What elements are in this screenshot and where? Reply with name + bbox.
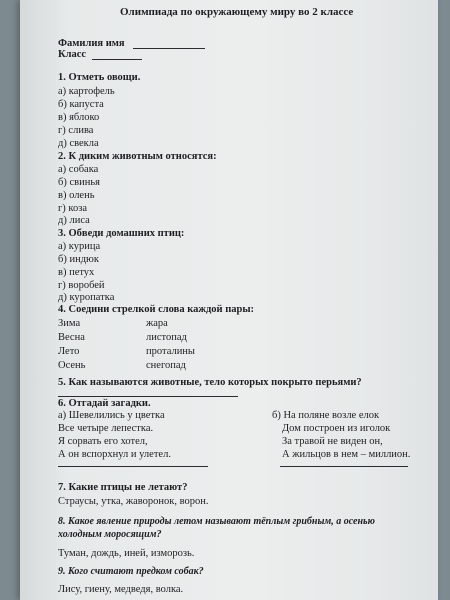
q4-right-word[interactable]: листопад (146, 332, 187, 343)
q1-option[interactable]: б) капуста (58, 99, 104, 110)
worksheet-page (20, 0, 438, 600)
q2-option[interactable]: б) свинья (58, 177, 100, 188)
q2-heading: 2. К диким животным относятся: (58, 151, 217, 162)
q7-answer-options[interactable]: Страусы, утка, жаворонок, ворон. (58, 496, 209, 507)
q3-option[interactable]: а) курица (58, 241, 101, 252)
q2-option[interactable]: а) собака (58, 164, 99, 175)
q4-right-word[interactable]: жара (146, 318, 168, 329)
q4-heading: 4. Соедини стрелкой слова каждой пары: (58, 304, 255, 315)
q1-option[interactable]: а) картофель (58, 86, 115, 97)
riddle-b-line: За травой не виден он, (282, 436, 383, 447)
q3-option[interactable]: д) куропатка (58, 292, 115, 303)
q3-option[interactable]: г) воробей (58, 280, 105, 291)
riddle-b-answer-blank[interactable] (280, 466, 408, 467)
q9-heading: 9. Кого считают предком собак? (58, 566, 204, 577)
q9-answer-options[interactable]: Лису, гиену, медведя, волка. (58, 584, 184, 595)
q3-option[interactable]: в) петух (58, 267, 95, 278)
q2-option[interactable]: д) лиса (58, 215, 90, 226)
q1-heading: 1. Отметь овощи. (58, 72, 141, 83)
q1-option[interactable]: в) яблоко (58, 112, 100, 123)
riddle-a-line: Я сорвать его хотел, (58, 436, 148, 447)
page-title: Олимпиада по окружающему миру во 2 классе (120, 6, 354, 18)
q8-heading-cont: холодным моросящим? (58, 529, 162, 540)
riddle-b-line: Дом построен из иголок (282, 423, 391, 434)
q2-option[interactable]: в) олень (58, 190, 95, 201)
q3-heading: 3. Обведи домашних птиц: (58, 228, 185, 239)
q1-option[interactable]: г) слива (58, 125, 94, 136)
riddle-a-line: а) Шевелились у цветка (58, 410, 165, 421)
riddle-a-answer-blank[interactable] (58, 466, 208, 467)
q4-right-word[interactable]: снегопад (146, 360, 186, 371)
q5-answer-blank[interactable] (58, 396, 238, 397)
q4-right-word[interactable]: проталины (146, 346, 195, 357)
q2-option[interactable]: г) коза (58, 203, 88, 214)
riddle-a-line: Все четыре лепестка. (58, 423, 154, 434)
q4-left-word[interactable]: Осень (58, 360, 86, 371)
class-label: Класс (58, 49, 87, 60)
q4-left-word[interactable]: Весна (58, 332, 85, 343)
name-label: Фамилия имя (58, 38, 125, 49)
riddle-b-line: А жильцов в нем – миллион. (282, 449, 411, 460)
q4-left-word[interactable]: Зима (58, 318, 81, 329)
riddle-b-line: б) На поляне возле елок (272, 410, 380, 421)
riddle-a-line: А он вспорхнул и улетел. (58, 449, 171, 460)
q7-heading: 7. Какие птицы не летают? (58, 482, 188, 493)
q8-answer-options[interactable]: Туман, дождь, иней, изморозь. (58, 548, 195, 559)
q4-left-word[interactable]: Лето (58, 346, 80, 357)
q1-option[interactable]: д) свекла (58, 138, 99, 149)
q5-heading: 5. Как называются животные, тело которых покрыто перьями? (58, 377, 362, 388)
name-blank[interactable] (133, 48, 205, 49)
q6-heading: 6. Отгадай загадки. (58, 398, 151, 409)
q8-heading: 8. Какое явление природы летом называют тёплым грибным, а осенью (58, 516, 375, 527)
class-blank[interactable] (92, 59, 142, 60)
q3-option[interactable]: б) индюк (58, 254, 99, 265)
